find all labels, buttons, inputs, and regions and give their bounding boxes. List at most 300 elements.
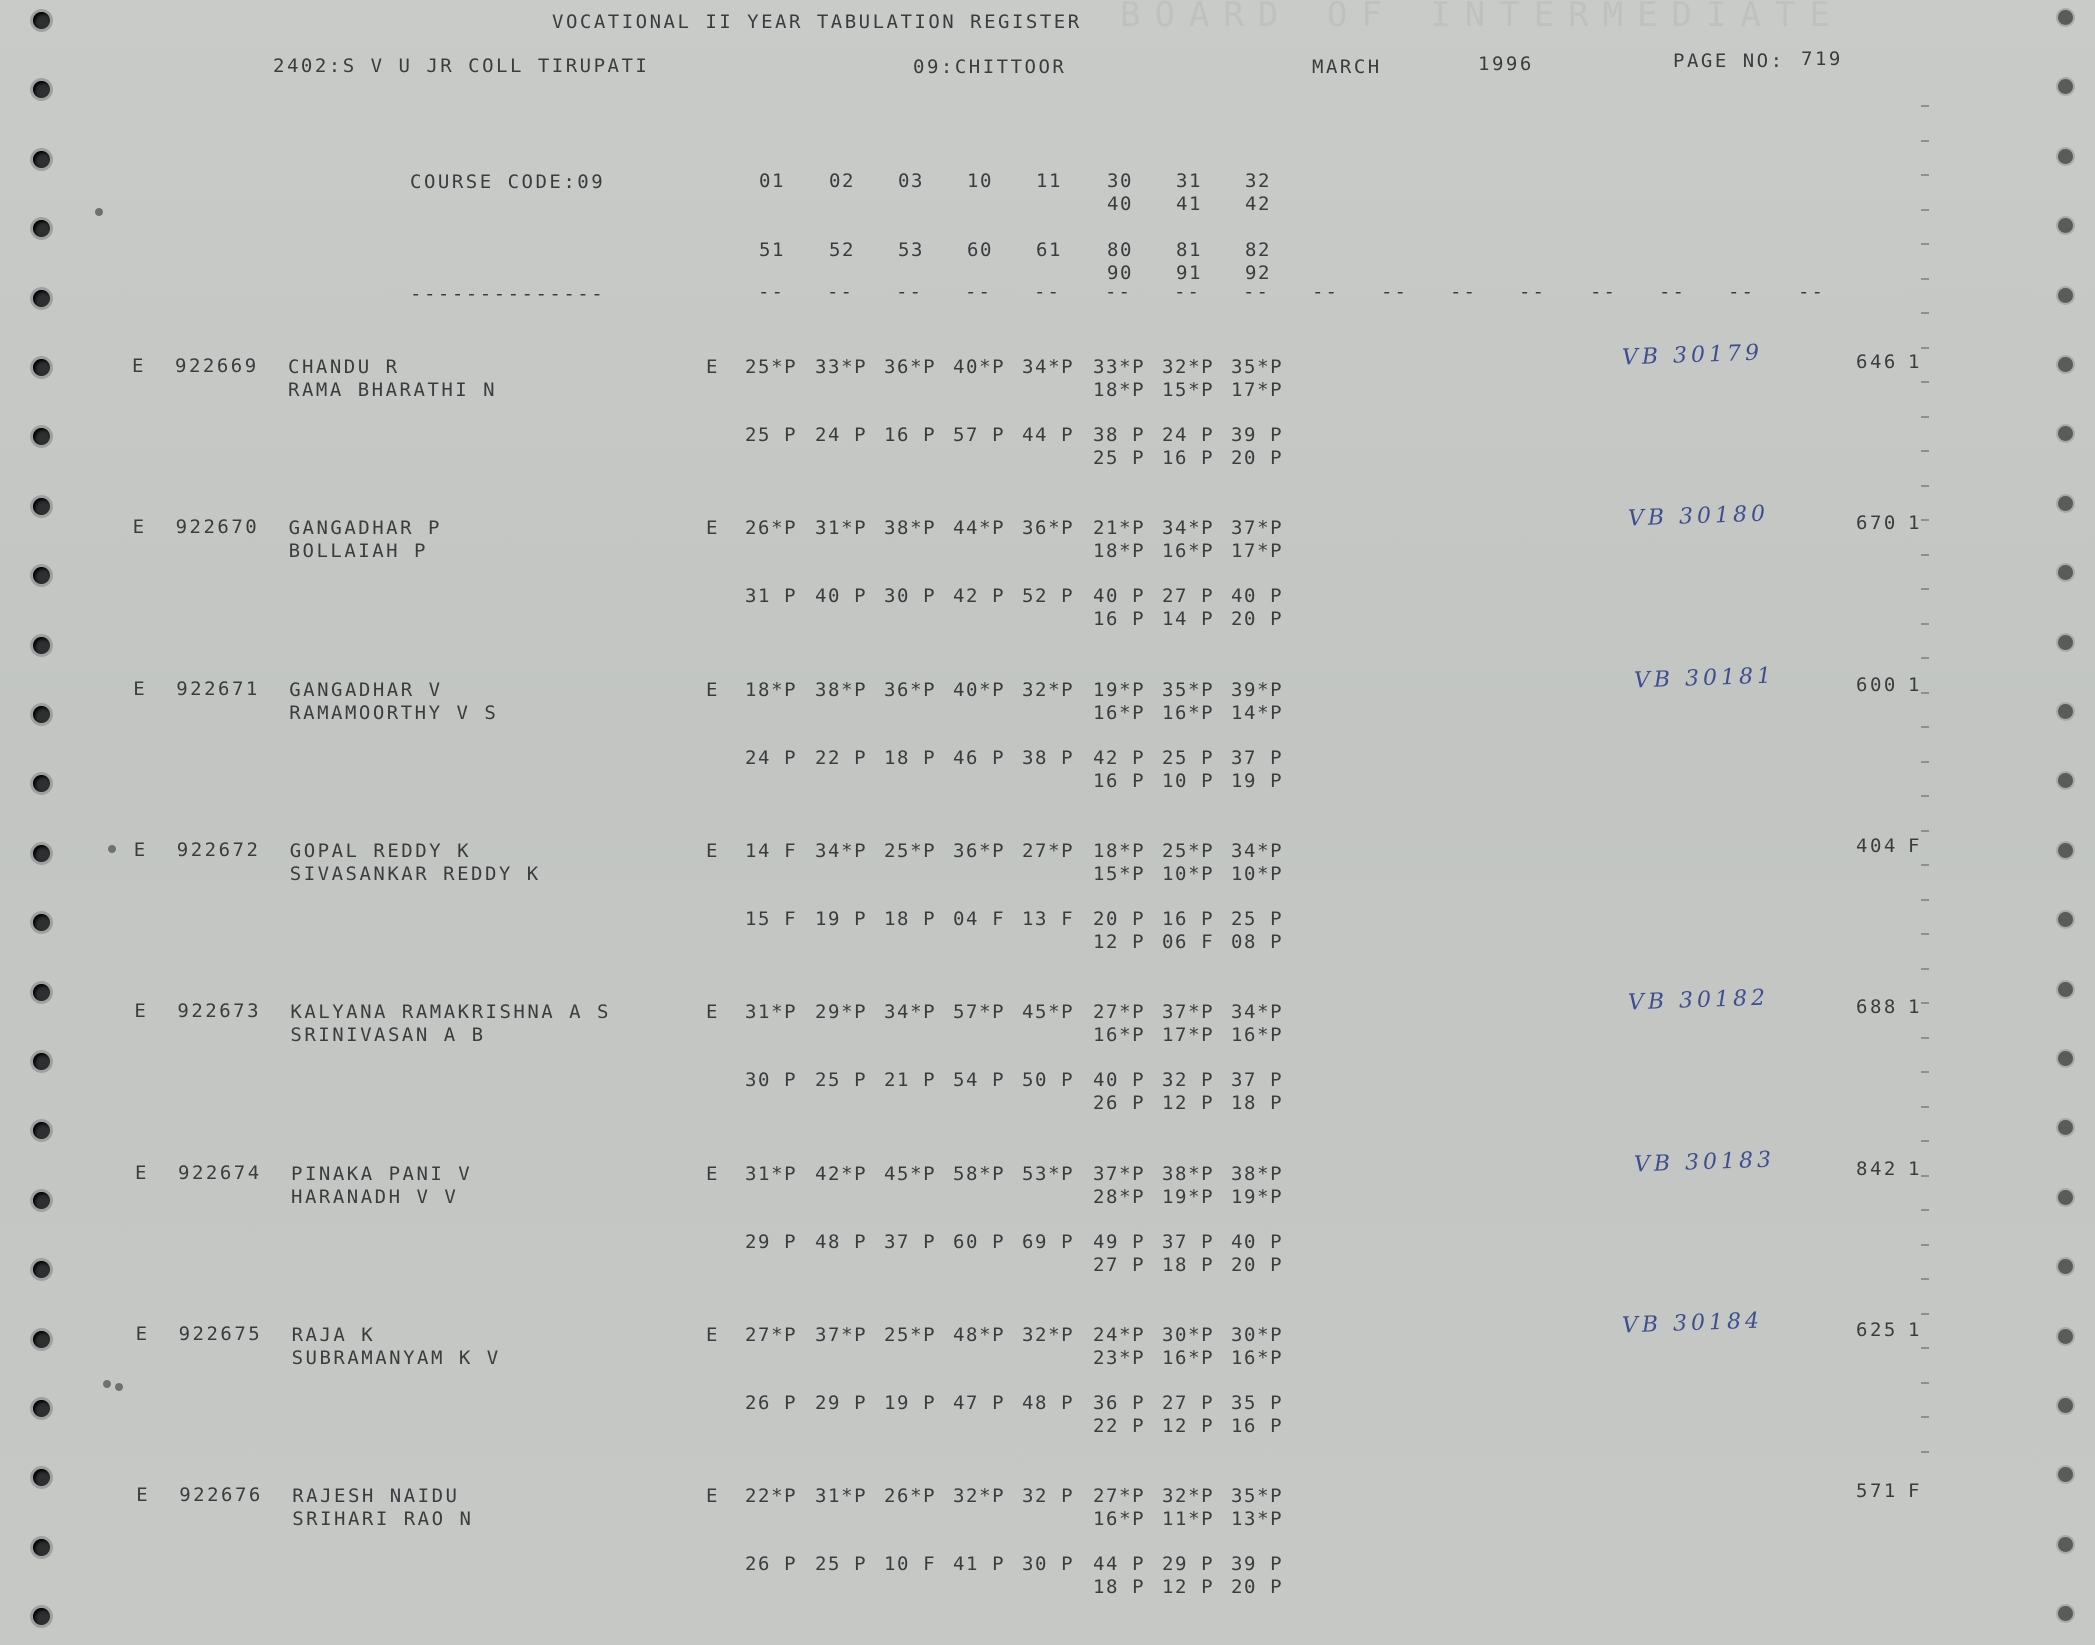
- feed-hole: [33, 914, 50, 931]
- marks-cell: 33*P: [815, 356, 868, 378]
- column-divider-dash: --: [1519, 281, 1546, 303]
- marks-cell: 42*P: [815, 1162, 868, 1185]
- column-divider-dash: --: [896, 281, 923, 303]
- marks-cell: 38*P: [1162, 1162, 1215, 1185]
- handwritten-note: VB 30180: [1627, 501, 1770, 532]
- marks-cell: 18*P: [1093, 379, 1146, 401]
- student-category: E: [134, 1000, 149, 1023]
- marks-cell: 37 P: [1231, 746, 1284, 769]
- column-divider-dash: --: [1450, 281, 1477, 303]
- margin-tick: [1921, 485, 1929, 487]
- marks-cell: 29*P: [815, 1001, 868, 1024]
- marks-cell: 21*P: [1093, 517, 1146, 540]
- marks-cell: 36*P: [953, 839, 1006, 862]
- margin-tick: [1921, 105, 1929, 107]
- marks-cell: 35*P: [1162, 678, 1215, 701]
- feed-hole: [2058, 843, 2073, 858]
- marks-cell: 48*P: [953, 1323, 1006, 1346]
- marks-cell: 18*P: [1093, 540, 1146, 563]
- marks-cell: 24*P: [1093, 1323, 1146, 1346]
- marks-cell: 53*P: [1022, 1162, 1075, 1185]
- margin-tick: [1921, 1382, 1929, 1384]
- feed-hole: [2058, 773, 2073, 788]
- marks-cell: 57 P: [953, 424, 1006, 446]
- marks-cell: 22 P: [1093, 1414, 1146, 1437]
- feed-hole: [2058, 982, 2073, 997]
- marks-cell: 17*P: [1231, 540, 1284, 563]
- marks-cell: 35*P: [1231, 356, 1284, 378]
- marks-cell: 34*P: [884, 1001, 937, 1024]
- result-code: 1: [1908, 996, 1922, 1019]
- margin-tick: [1921, 140, 1929, 142]
- subject-code: 41: [1176, 193, 1203, 215]
- marks-cell: 40 P: [1093, 1069, 1146, 1092]
- feed-hole: [2058, 1398, 2073, 1413]
- margin-tick: [1921, 1175, 1929, 1177]
- marks-cell: 27*P: [1022, 839, 1075, 862]
- marks-cell: 22 P: [815, 746, 868, 769]
- marks-cell: 34*P: [1162, 517, 1215, 540]
- margin-tick: [1921, 1106, 1929, 1108]
- marks-cell: 27*P: [1093, 1001, 1146, 1024]
- column-divider-dash: --: [1590, 281, 1617, 303]
- subject-code: 40: [1107, 193, 1134, 215]
- marks-cell: 37 P: [1162, 1230, 1215, 1253]
- marks-cell: 13 F: [1022, 907, 1075, 930]
- subject-code: 80: [1107, 239, 1134, 261]
- feed-hole: [33, 498, 50, 515]
- marks-cell: 20 P: [1231, 1253, 1284, 1276]
- margin-tick: [1921, 1451, 1929, 1453]
- margin-tick: [1921, 657, 1929, 659]
- marks-cell: 10*P: [1231, 862, 1284, 885]
- subject-code: 60: [967, 239, 994, 261]
- marks-cell: 27*P: [1093, 1485, 1146, 1508]
- feed-hole: [2058, 565, 2073, 580]
- feed-hole: [2058, 1329, 2073, 1344]
- margin-tick: [1921, 1278, 1929, 1280]
- marks-cell: 29 P: [815, 1391, 868, 1414]
- subject-code: 91: [1176, 262, 1203, 284]
- exam-year: 1996: [1478, 53, 1534, 75]
- marks-cell: 16 P: [1162, 907, 1215, 930]
- marks-cell: 37*P: [1231, 517, 1284, 540]
- feed-hole: [2058, 704, 2073, 719]
- marks-cell: 25 P: [815, 1069, 868, 1092]
- student-name: RAJA K: [291, 1323, 376, 1346]
- bleed-through-text: BOARD OF INTERMEDIATE: [1120, 0, 1844, 35]
- marks-cell: 16*P: [1162, 701, 1215, 724]
- student-category: E: [132, 516, 147, 539]
- marks-cell: 25*P: [1162, 839, 1215, 862]
- register-title: VOCATIONAL II YEAR TABULATION REGISTER: [552, 11, 1082, 33]
- marks-cell: 15*P: [1162, 379, 1215, 401]
- marks-cell: 19 P: [815, 907, 868, 930]
- feed-hole: [2058, 10, 2073, 25]
- marks-cell: 22*P: [745, 1485, 798, 1508]
- margin-tick: [1921, 554, 1929, 556]
- exam-type: E: [706, 839, 720, 862]
- course-code-label: COURSE CODE:09: [410, 171, 606, 193]
- feed-hole: [33, 81, 50, 98]
- marks-cell: 25 P: [745, 424, 798, 446]
- parent-name: HARANADH V V: [291, 1185, 459, 1208]
- marks-cell: 40 P: [1231, 585, 1284, 608]
- marks-cell: 10 P: [1162, 769, 1215, 792]
- marks-cell: 24 P: [815, 424, 868, 446]
- student-category: E: [132, 355, 146, 377]
- marks-cell: 25 P: [1231, 907, 1284, 930]
- exam-type: E: [706, 678, 720, 701]
- marks-cell: 15*P: [1093, 862, 1146, 885]
- parent-name: SIVASANKAR REDDY K: [289, 862, 541, 885]
- handwritten-note: VB 30183: [1633, 1147, 1776, 1177]
- marks-cell: 40 P: [1093, 585, 1146, 608]
- marks-cell: 32*P: [953, 1485, 1006, 1508]
- feed-hole: [33, 1539, 50, 1556]
- total-marks: 571: [1856, 1480, 1898, 1503]
- column-divider-dash: --: [827, 281, 854, 303]
- marks-cell: 27 P: [1093, 1253, 1146, 1276]
- column-divider-dash: --: [1312, 281, 1339, 303]
- column-divider-dash: --: [1243, 281, 1270, 303]
- feed-hole: [33, 845, 50, 862]
- margin-tick: [1921, 692, 1929, 694]
- result-code: F: [1908, 1480, 1922, 1503]
- student-name: GOPAL REDDY K: [289, 839, 472, 862]
- marks-cell: 34*P: [1231, 1001, 1284, 1024]
- exam-type: E: [706, 1323, 720, 1346]
- marks-cell: 25 P: [1162, 746, 1215, 769]
- handwritten-note: VB 30179: [1621, 340, 1764, 371]
- roll-number: 922669: [175, 355, 259, 377]
- margin-tick: [1921, 243, 1929, 245]
- margin-tick: [1921, 209, 1929, 211]
- marks-cell: 37 P: [884, 1230, 937, 1253]
- student-name: RAJESH NAIDU: [292, 1485, 460, 1508]
- marks-cell: 40 P: [1231, 1230, 1284, 1253]
- page-number-label: PAGE NO:: [1673, 50, 1785, 72]
- column-divider-dash: --: [1728, 281, 1755, 303]
- marks-cell: 30*P: [1231, 1323, 1284, 1346]
- marks-cell: 38 P: [1022, 746, 1075, 769]
- marks-cell: 24 P: [745, 746, 798, 769]
- feed-hole: [2058, 635, 2073, 650]
- feed-hole: [33, 1053, 50, 1070]
- margin-tick: [1921, 933, 1929, 935]
- marks-cell: 16*P: [1162, 1346, 1215, 1369]
- total-marks: 404: [1856, 834, 1898, 857]
- feed-hole: [2058, 288, 2073, 303]
- marks-cell: 13*P: [1231, 1508, 1284, 1531]
- margin-tick: [1921, 312, 1929, 314]
- margin-tick: [1921, 864, 1929, 866]
- total-marks: 842: [1856, 1157, 1898, 1180]
- subject-code: 90: [1107, 262, 1134, 284]
- column-divider-dash: --: [1798, 281, 1825, 303]
- margin-tick: [1921, 1037, 1929, 1039]
- marks-cell: 25 P: [1093, 447, 1146, 469]
- student-category: E: [135, 1161, 149, 1184]
- marks-cell: 26*P: [745, 517, 798, 540]
- marks-cell: 16*P: [1093, 1508, 1146, 1531]
- subject-code: 53: [898, 239, 925, 261]
- student-name: KALYANA RAMAKRISHNA A S: [290, 1001, 611, 1024]
- margin-tick: [1921, 1140, 1929, 1142]
- student-name: PINAKA PANI V: [291, 1162, 473, 1185]
- feed-hole: [33, 1261, 50, 1278]
- column-divider-dash: --: [965, 281, 992, 303]
- marks-cell: 04 F: [953, 907, 1006, 930]
- column-divider-dash: --: [1105, 281, 1132, 303]
- marks-cell: 40*P: [953, 678, 1006, 701]
- marks-cell: 14 F: [745, 839, 798, 862]
- marks-cell: 46 P: [953, 746, 1006, 769]
- marks-cell: 16 P: [1093, 608, 1146, 631]
- marks-cell: 41 P: [953, 1553, 1006, 1576]
- marks-cell: 20 P: [1231, 1576, 1284, 1599]
- marks-cell: 20 P: [1093, 907, 1146, 930]
- margin-tick: [1921, 761, 1929, 763]
- marks-cell: 44*P: [953, 517, 1006, 540]
- marks-cell: 24 P: [1162, 424, 1215, 446]
- roll-number: 922675: [178, 1322, 263, 1345]
- handwritten-note: VB 30184: [1621, 1308, 1764, 1339]
- marks-cell: 32*P: [1022, 678, 1075, 701]
- marks-cell: 32 P: [1162, 1069, 1215, 1092]
- marks-cell: 18 P: [884, 746, 937, 769]
- student-category: E: [133, 838, 148, 861]
- marks-cell: 42 P: [953, 585, 1006, 608]
- result-code: 1: [1908, 1157, 1922, 1180]
- feed-hole: [2058, 1190, 2073, 1205]
- parent-name: BOLLAIAH P: [288, 540, 428, 563]
- total-marks: 600: [1856, 673, 1898, 696]
- student-name: GANGADHAR V: [289, 678, 443, 701]
- paper-speck: [103, 1380, 111, 1388]
- marks-cell: 30 P: [745, 1069, 798, 1092]
- margin-tick: [1921, 381, 1929, 383]
- marks-cell: 44 P: [1093, 1553, 1146, 1576]
- result-code: 1: [1908, 1318, 1922, 1341]
- marks-cell: 18 P: [1093, 1576, 1146, 1599]
- feed-hole: [33, 775, 50, 792]
- feed-hole: [2058, 1051, 2073, 1066]
- paper-speck: [108, 845, 116, 853]
- marks-cell: 16*P: [1093, 701, 1146, 724]
- column-divider-dash: --: [1034, 281, 1061, 303]
- feed-hole: [2058, 1606, 2073, 1621]
- marks-cell: 38*P: [1231, 1162, 1284, 1185]
- student-name: GANGADHAR P: [288, 517, 442, 540]
- marks-cell: 33*P: [1093, 356, 1146, 378]
- margin-tick: [1921, 726, 1929, 728]
- marks-cell: 35 P: [1231, 1391, 1284, 1414]
- marks-cell: 36*P: [884, 356, 937, 378]
- subject-code: 42: [1245, 193, 1272, 215]
- margin-tick: [1921, 347, 1929, 349]
- parent-name: SRINIVASAN A B: [290, 1024, 486, 1047]
- feed-hole: [33, 1608, 50, 1625]
- marks-cell: 69 P: [1022, 1230, 1075, 1253]
- margin-tick: [1921, 968, 1929, 970]
- subject-code: 11: [1036, 170, 1063, 192]
- subject-code: 01: [759, 170, 786, 192]
- marks-cell: 19*P: [1231, 1185, 1284, 1208]
- marks-cell: 44 P: [1022, 424, 1075, 446]
- feed-hole: [2058, 1120, 2073, 1135]
- margin-tick: [1921, 1209, 1929, 1211]
- marks-cell: 18*P: [1093, 839, 1146, 862]
- parent-name: RAMAMOORTHY V S: [289, 701, 499, 724]
- result-code: 1: [1908, 673, 1922, 696]
- subject-code: 31: [1176, 170, 1203, 192]
- marks-cell: 12 P: [1162, 1576, 1215, 1599]
- marks-cell: 18 P: [884, 907, 937, 930]
- margin-tick: [1921, 450, 1929, 452]
- feed-hole: [33, 12, 50, 29]
- subject-code: 81: [1176, 239, 1203, 261]
- marks-cell: 45*P: [1022, 1001, 1075, 1024]
- result-code: 1: [1908, 512, 1922, 535]
- marks-cell: 37*P: [1093, 1162, 1146, 1185]
- margin-tick: [1921, 1416, 1929, 1418]
- marks-cell: 50 P: [1022, 1069, 1075, 1092]
- subject-code: 51: [759, 239, 786, 261]
- feed-hole: [33, 359, 50, 376]
- column-divider-dash: --: [1381, 281, 1408, 303]
- marks-cell: 18 P: [1162, 1253, 1215, 1276]
- feed-hole: [2058, 357, 2073, 372]
- marks-cell: 49 P: [1093, 1230, 1146, 1253]
- marks-cell: 30 P: [1022, 1553, 1075, 1576]
- exam-type: E: [706, 517, 720, 540]
- marks-cell: 10*P: [1162, 862, 1215, 885]
- margin-tick: [1921, 1313, 1929, 1315]
- marks-cell: 39 P: [1231, 424, 1284, 446]
- margin-tick: [1921, 830, 1929, 832]
- marks-cell: 12 P: [1162, 1414, 1215, 1437]
- marks-cell: 16*P: [1231, 1346, 1284, 1369]
- student-category: E: [135, 1322, 150, 1345]
- exam-type: E: [706, 1001, 720, 1024]
- feed-hole: [2058, 912, 2073, 927]
- roll-number: 922672: [176, 838, 261, 861]
- marks-cell: 06 F: [1162, 930, 1215, 953]
- feed-hole: [2058, 149, 2073, 164]
- margin-tick: [1921, 1244, 1929, 1246]
- parent-name: SUBRAMANYAM K V: [291, 1346, 501, 1369]
- column-divider-dash: --: [1174, 281, 1201, 303]
- marks-cell: 27*P: [745, 1323, 798, 1346]
- marks-cell: 29 P: [1162, 1553, 1215, 1576]
- marks-cell: 31*P: [745, 1001, 798, 1024]
- paper-speck: [115, 1383, 123, 1391]
- margin-tick: [1921, 899, 1929, 901]
- roll-number: 922673: [177, 1000, 262, 1023]
- marks-cell: 31*P: [745, 1162, 798, 1185]
- marks-cell: 16*P: [1093, 1024, 1146, 1047]
- marks-cell: 12 P: [1162, 1092, 1215, 1115]
- marks-cell: 19 P: [1231, 769, 1284, 792]
- roll-number: 922676: [179, 1484, 263, 1507]
- marks-cell: 40*P: [953, 356, 1006, 378]
- marks-cell: 11*P: [1162, 1508, 1215, 1531]
- marks-cell: 15 F: [745, 907, 798, 930]
- marks-cell: 31*P: [815, 517, 868, 540]
- exam-type: E: [706, 1485, 720, 1508]
- marks-cell: 18*P: [745, 678, 798, 701]
- marks-cell: 14*P: [1231, 701, 1284, 724]
- marks-cell: 52 P: [1022, 585, 1075, 608]
- subject-code: 82: [1245, 239, 1272, 261]
- marks-cell: 36*P: [1022, 517, 1075, 540]
- marks-cell: 08 P: [1231, 930, 1284, 953]
- feed-hole: [33, 637, 50, 654]
- marks-cell: 47 P: [953, 1391, 1006, 1414]
- marks-cell: 36 P: [1093, 1391, 1146, 1414]
- feed-hole: [33, 1469, 50, 1486]
- margin-tick: [1921, 795, 1929, 797]
- parent-name: SRIHARI RAO N: [292, 1508, 474, 1531]
- marks-cell: 16 P: [884, 424, 937, 446]
- marks-cell: 18 P: [1231, 1092, 1284, 1115]
- marks-cell: 30*P: [1162, 1323, 1215, 1346]
- marks-cell: 14 P: [1162, 608, 1215, 631]
- subject-code: 03: [898, 170, 925, 192]
- marks-cell: 17*P: [1231, 379, 1284, 401]
- marks-cell: 54 P: [953, 1069, 1006, 1092]
- margin-tick: [1921, 1002, 1929, 1004]
- marks-cell: 32 P: [1022, 1485, 1075, 1508]
- marks-cell: 58*P: [953, 1162, 1006, 1185]
- marks-cell: 32*P: [1022, 1323, 1075, 1346]
- handwritten-note: VB 30182: [1627, 985, 1770, 1016]
- marks-cell: 25*P: [884, 1323, 937, 1346]
- marks-cell: 10 F: [884, 1553, 937, 1576]
- marks-cell: 26 P: [1093, 1092, 1146, 1115]
- feed-hole: [33, 1400, 50, 1417]
- exam-type: E: [706, 356, 720, 378]
- marks-cell: 30 P: [884, 585, 937, 608]
- marks-cell: 19*P: [1093, 678, 1146, 701]
- subject-code: 30: [1107, 170, 1134, 192]
- subject-code: 92: [1245, 262, 1272, 284]
- marks-cell: 48 P: [815, 1230, 868, 1253]
- feed-hole: [33, 220, 50, 237]
- marks-cell: 27 P: [1162, 1391, 1215, 1414]
- marks-cell: 31*P: [815, 1485, 868, 1508]
- marks-cell: 16*P: [1162, 540, 1215, 563]
- margin-tick: [1921, 623, 1929, 625]
- marks-cell: 36*P: [884, 678, 937, 701]
- feed-hole: [2058, 1537, 2073, 1552]
- marks-cell: 27 P: [1162, 585, 1215, 608]
- marks-cell: 19 P: [884, 1391, 937, 1414]
- marks-cell: 37*P: [1162, 1001, 1215, 1024]
- marks-cell: 21 P: [884, 1069, 937, 1092]
- marks-cell: 48 P: [1022, 1391, 1075, 1414]
- feed-hole: [33, 1122, 50, 1139]
- marks-cell: 12 P: [1093, 930, 1146, 953]
- marks-cell: 31 P: [745, 585, 798, 608]
- result-code: F: [1908, 834, 1922, 857]
- marks-cell: 38*P: [815, 678, 868, 701]
- course-code-underline: --------------: [410, 283, 606, 305]
- feed-hole: [33, 151, 50, 168]
- marks-cell: 20 P: [1231, 447, 1284, 469]
- marks-cell: 25*P: [745, 356, 798, 378]
